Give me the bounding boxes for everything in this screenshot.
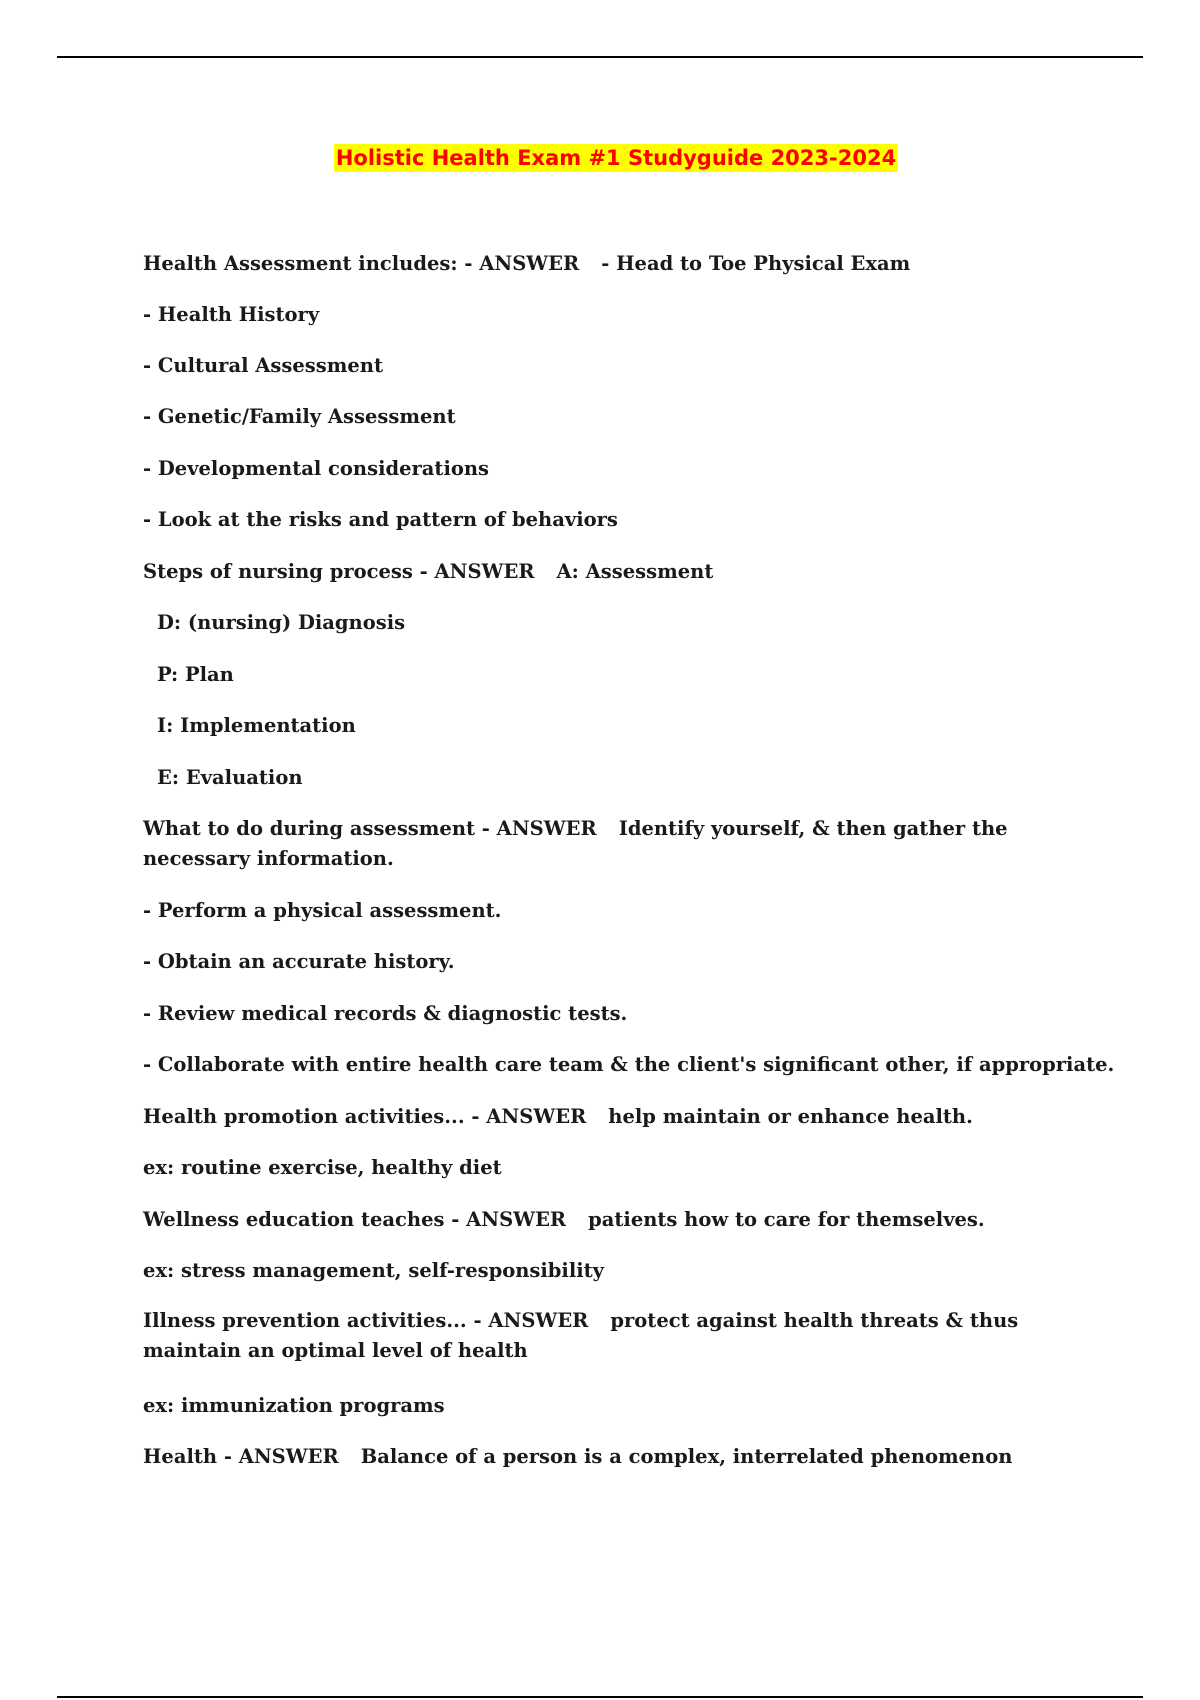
list-item: - Cultural Assessment (143, 354, 383, 377)
list-item: - Review medical records & diagnostic tests. (143, 1002, 628, 1025)
question-nursing-process (143, 557, 1083, 587)
top-rule (57, 56, 1143, 58)
list-item: P: Plan (157, 663, 234, 686)
list-item: - Health History (143, 303, 320, 326)
question-wellness-education (143, 1205, 1083, 1235)
example-line: ex: routine exercise, healthy diet (143, 1156, 502, 1179)
bottom-rule (57, 1696, 1143, 1698)
question-health-assessment (143, 249, 1083, 279)
question-assessment-steps (143, 814, 1083, 874)
list-item: I: Implementation (157, 714, 356, 737)
question-health (143, 1442, 1083, 1472)
question-health-promotion (143, 1102, 1083, 1132)
list-item: - Obtain an accurate history. (143, 950, 455, 973)
list-item: - Genetic/Family Assessment (143, 405, 456, 428)
title-block (0, 144, 1200, 172)
question-illness-prevention (143, 1306, 1083, 1366)
question-prompt: Steps of nursing process - ANSWER (143, 560, 535, 583)
question-answer: help maintain or enhance health. (608, 1105, 973, 1128)
list-item: E: Evaluation (157, 766, 303, 789)
list-item: - Look at the risks and pattern of behaviors (143, 508, 618, 531)
question-answer: protect against health threats & thus maintain an optimal level of health (143, 1309, 1019, 1362)
question-prompt: Health Assessment includes: - ANSWER (143, 252, 580, 275)
list-item: - Developmental considerations (143, 457, 490, 480)
question-answer: - Head to Toe Physical Exam (601, 252, 911, 275)
question-answer: A: Assessment (556, 560, 714, 583)
question-answer: patients how to care for themselves. (588, 1208, 985, 1231)
question-prompt: Illness prevention activities... - ANSWER (143, 1309, 589, 1332)
list-item: D: (nursing) Diagnosis (157, 611, 406, 634)
question-prompt: Health - ANSWER (143, 1445, 339, 1468)
list-item: - Perform a physical assessment. (143, 899, 502, 922)
question-prompt: What to do during assessment - ANSWER (143, 817, 597, 840)
question-answer: Identify yourself, & then gather the necessary information. (143, 817, 1008, 870)
list-item: - Collaborate with entire health care team & the client's significant other, if appropriate. (143, 1053, 1115, 1076)
example-line: ex: immunization programs (143, 1394, 445, 1417)
question-prompt: Wellness education teaches - ANSWER (143, 1208, 567, 1231)
question-prompt: Health promotion activities... - ANSWER (143, 1105, 587, 1128)
question-answer: Balance of a person is a complex, interrelated phenomenon (360, 1445, 1013, 1468)
document-title: Holistic Health Exam #1 Studyguide 2023-2024 (335, 146, 897, 170)
example-line: ex: stress management, self-responsibility (143, 1259, 604, 1282)
